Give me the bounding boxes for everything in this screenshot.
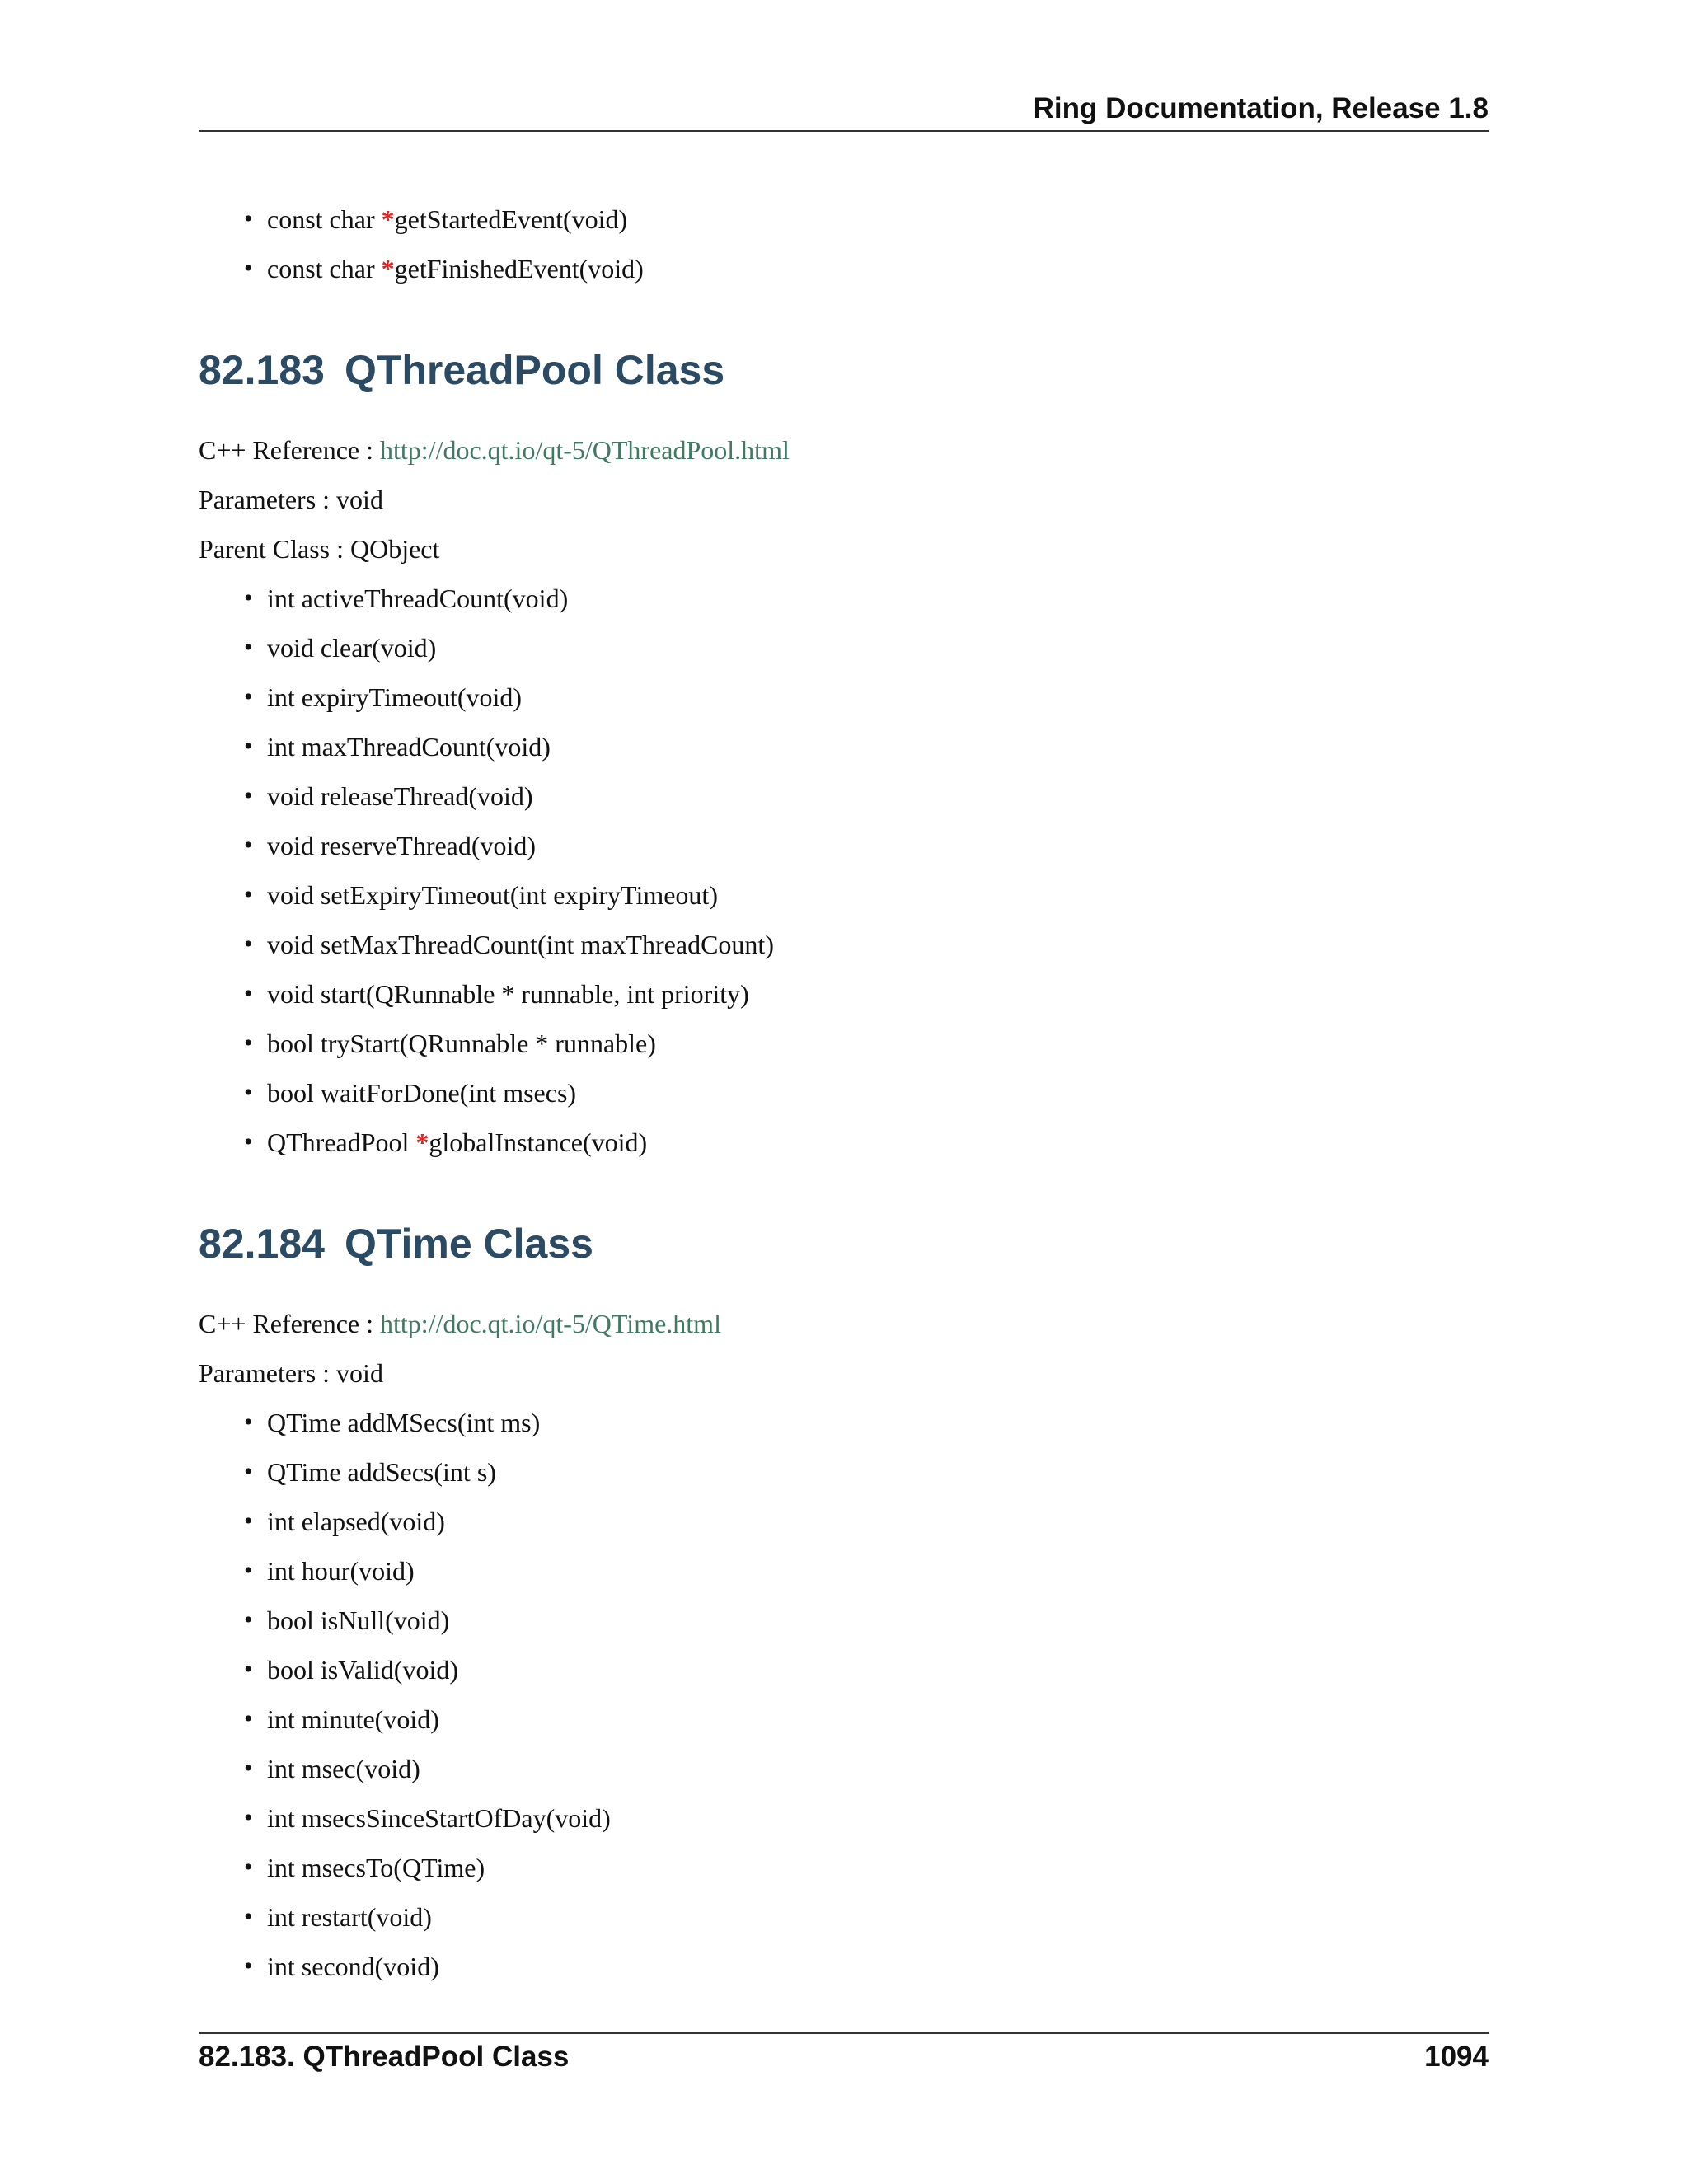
list-item: • bool waitForDone(int msecs) bbox=[267, 1068, 1489, 1118]
bullet-icon: • bbox=[244, 1408, 253, 1436]
list-item: • const char *getFinishedEvent(void) bbox=[267, 244, 1489, 293]
list-item: • int msecsSinceStartOfDay(void) bbox=[267, 1793, 1489, 1843]
qtime-method-list bbox=[199, 1398, 1489, 1991]
top-method-list bbox=[199, 194, 1489, 293]
bullet-icon: • bbox=[244, 1705, 253, 1732]
list-item: • bool tryStart(QRunnable * runnable) bbox=[267, 1019, 1489, 1068]
list-item: • int maxThreadCount(void) bbox=[267, 722, 1489, 771]
header-rule bbox=[199, 130, 1489, 132]
bullet-icon: • bbox=[244, 980, 253, 1007]
bullet-icon: • bbox=[244, 1755, 253, 1782]
bullet-icon: • bbox=[244, 1854, 253, 1881]
bullet-icon: • bbox=[244, 733, 253, 760]
list-item: • int msec(void) bbox=[267, 1744, 1489, 1793]
bullet-icon: • bbox=[244, 1952, 253, 1980]
cpp-reference: C++ Reference : http://doc.qt.io/qt-5/QTime.html bbox=[199, 1309, 721, 1338]
bullet-icon: • bbox=[244, 782, 253, 809]
bullet-icon: • bbox=[244, 930, 253, 958]
list-item: • QTime addMSecs(int ms) bbox=[267, 1398, 1489, 1447]
list-item: • int minute(void) bbox=[267, 1694, 1489, 1744]
bullet-icon: • bbox=[244, 584, 253, 612]
parameters-line: Parameters : void bbox=[199, 1358, 383, 1388]
list-item: • QThreadPool *globalInstance(void) bbox=[267, 1118, 1489, 1167]
list-item: • const char *getStartedEvent(void) bbox=[267, 194, 1489, 244]
list-item: • int expiryTimeout(void) bbox=[267, 673, 1489, 722]
reference-link[interactable]: http://doc.qt.io/qt-5/QTime.html bbox=[380, 1309, 721, 1338]
cpp-reference: C++ Reference : http://doc.qt.io/qt-5/QThreadPool.html bbox=[199, 435, 790, 465]
page-content bbox=[199, 194, 1489, 1991]
footer-section-title: 82.183. QThreadPool Class bbox=[199, 2041, 570, 2073]
list-item: • int restart(void) bbox=[267, 1892, 1489, 1942]
section-heading-qtime: 82.184 QTime Class bbox=[199, 1221, 593, 1267]
bullet-icon: • bbox=[244, 1557, 253, 1584]
reference-link[interactable]: http://doc.qt.io/qt-5/QThreadPool.html bbox=[380, 435, 790, 465]
bullet-icon: • bbox=[244, 1903, 253, 1930]
list-item: • int msecsTo(QTime) bbox=[267, 1843, 1489, 1892]
list-item: • int second(void) bbox=[267, 1942, 1489, 1991]
list-item: • void setMaxThreadCount(int maxThreadCount) bbox=[267, 920, 1489, 969]
list-item: • QTime addSecs(int s) bbox=[267, 1447, 1489, 1497]
section-heading-qthreadpool: 82.183 QThreadPool Class bbox=[199, 347, 725, 393]
bullet-icon: • bbox=[244, 1804, 253, 1831]
bullet-icon: • bbox=[244, 1128, 253, 1155]
bullet-icon: • bbox=[244, 1458, 253, 1485]
bullet-icon: • bbox=[244, 1507, 253, 1535]
bullet-icon: • bbox=[244, 881, 253, 908]
bullet-icon: • bbox=[244, 634, 253, 661]
parameters-line: Parameters : void bbox=[199, 485, 383, 514]
list-item: • void start(QRunnable * runnable, int priority) bbox=[267, 969, 1489, 1019]
qthreadpool-method-list bbox=[199, 574, 1489, 1167]
bullet-icon: • bbox=[244, 1079, 253, 1106]
page-number: 1094 bbox=[1424, 2041, 1489, 2073]
running-header: Ring Documentation, Release 1.8 bbox=[1033, 92, 1489, 124]
bullet-icon: • bbox=[244, 1029, 253, 1057]
list-item: • int elapsed(void) bbox=[267, 1497, 1489, 1546]
list-item: • int activeThreadCount(void) bbox=[267, 574, 1489, 623]
document-page bbox=[199, 0, 1489, 2184]
bullet-icon: • bbox=[244, 832, 253, 859]
bullet-icon: • bbox=[244, 205, 253, 232]
list-item: • bool isValid(void) bbox=[267, 1645, 1489, 1694]
list-item: • bool isNull(void) bbox=[267, 1596, 1489, 1645]
bullet-icon: • bbox=[244, 255, 253, 282]
list-item: • void clear(void) bbox=[267, 623, 1489, 673]
list-item: • void releaseThread(void) bbox=[267, 771, 1489, 821]
list-item: • void setExpiryTimeout(int expiryTimeout) bbox=[267, 870, 1489, 920]
footer-rule bbox=[199, 2032, 1489, 2034]
list-item: • int hour(void) bbox=[267, 1546, 1489, 1596]
bullet-icon: • bbox=[244, 683, 253, 710]
parent-class-line: Parent Class : QObject bbox=[199, 534, 440, 564]
bullet-icon: • bbox=[244, 1606, 253, 1633]
bullet-icon: • bbox=[244, 1656, 253, 1683]
list-item: • void reserveThread(void) bbox=[267, 821, 1489, 870]
